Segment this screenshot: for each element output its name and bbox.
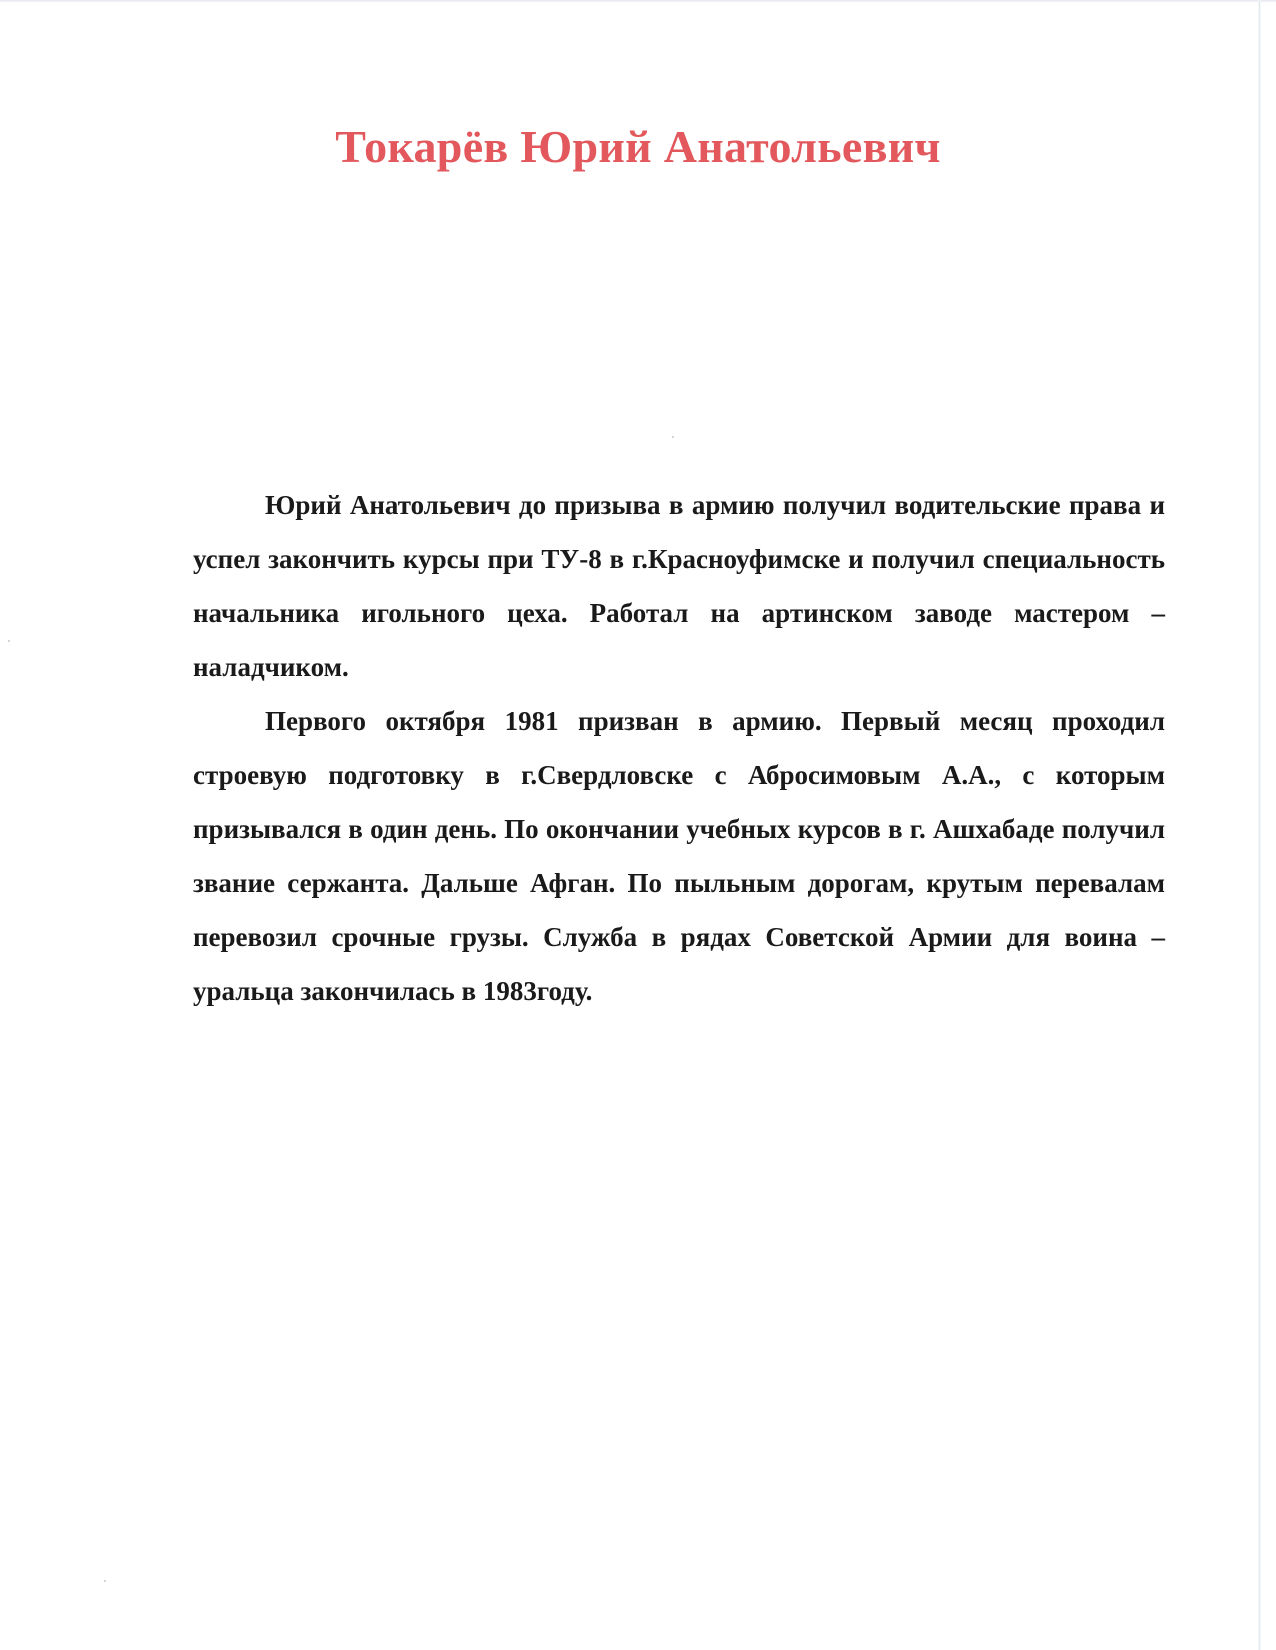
document-body [193, 478, 1165, 1018]
scan-speck [104, 1580, 106, 1582]
paragraph-pre-service: Юрий Анатольевич до призыва в армию получил водительские права и успел закончить курсы при ТУ-8 в г.Красноуфимске и получил специальность начальника игольного цеха. Работал на артинском заводе мастером –наладчиком. [193, 490, 1165, 682]
scan-speck [672, 436, 674, 438]
paragraph-military-service: Первого октября 1981 призван в армию. Первый месяц проходил строевую подготовку в г.Свердловске с Абросимовым А.А., с которым призывался в один день. По окончании учебных курсов в г. Ашхабаде получил звание сержанта. Дальше Афган. По пыльным дорогам, крутым перевалам перевозил срочные грузы. Служба в рядах Советской Армии для воина –уральца закончилась в 1983году. [193, 706, 1165, 1006]
scan-edge-right [1258, 0, 1261, 1650]
page-title: Токарёв Юрий Анатольевич [335, 121, 941, 172]
scan-speck [8, 640, 10, 642]
scan-edge-top [0, 0, 1276, 3]
